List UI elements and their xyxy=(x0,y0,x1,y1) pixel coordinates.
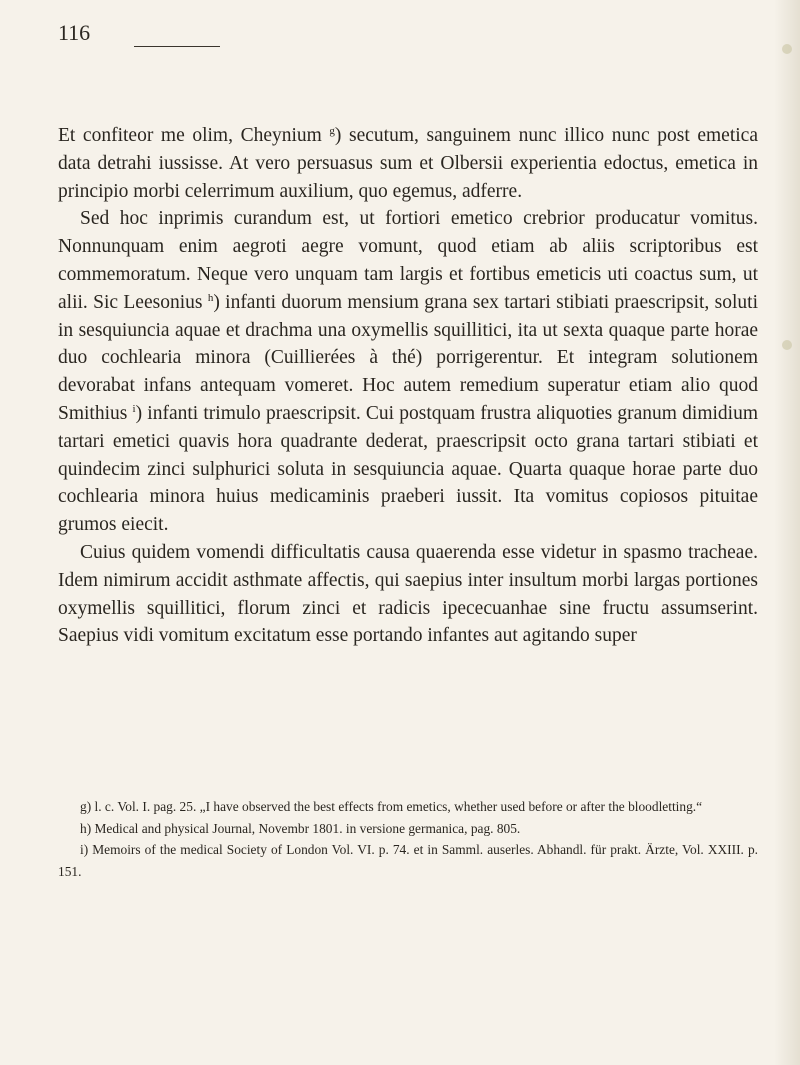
page-number: 116 xyxy=(58,20,91,45)
edge-stain-mark xyxy=(782,340,792,350)
body-text xyxy=(58,122,758,650)
paragraph-2-text-a: Sed hoc inprimis curandum est, ut fortiori emetico crebrior producatur vomitus. Nonnunquam enim aegroti aegre vomunt, quod etiam ab aliis scriptoribus est commemoratum. Neque vero unquam tam largis et fortibus emeticis uti coactus sum, ut alii. Sic Leesonius xyxy=(58,208,758,313)
paragraph-2 xyxy=(58,205,758,539)
footnote-g: g) l. c. Vol. I. pag. 25. „I have observed the best effects from emetics, whether used before or after the bloodletting.“ xyxy=(80,799,703,814)
header-rule xyxy=(134,46,220,47)
footnote-ref-i: i xyxy=(132,402,136,415)
paragraph-2-text-b: ) infanti duorum mensium grana sex tartari stibiati praescripsit, soluti in sesquiuncia aquae et drachma una oxymellis squillitici, ita ut sexta quaque parte horae duo cochlearia minora (Cuillierées à thé) porrigerentur. Et integram solutionem devorabat infans antequam vomeret. Hoc autem remedium superatur etiam alio quod Smithius xyxy=(58,291,758,424)
paragraph-1-text-b: ) secutum, sanguinem nunc illico nunc post emetica data detrahi iussisse. At vero persuasus sum et Olbersii experientia edoctus, emetica in principio morbi celerrimum auxilium, quo egemus, adferre. xyxy=(58,125,758,202)
footnote-ref-h: h xyxy=(207,291,214,304)
footnote-ref-g: g xyxy=(329,125,335,137)
page-edge-shade xyxy=(774,0,800,1065)
page-header xyxy=(58,20,758,60)
paragraph-1 xyxy=(58,122,758,205)
footnote-i: i) Memoirs of the medical Society of London Vol. VI. p. 74. et in Samml. auserles. Abhandl. für prakt. Ärzte, Vol. XXIII. p. 151. xyxy=(58,842,758,879)
paragraph-2-text-c: ) infanti trimulo praescripsit. Cui postquam frustra aliquoties granum dimidium tartari emetici quavis hora quadrante dederat, praescripsit octo grana tartari stibiati et quindecim zinci sulphurici soluta in sesquiuncia aquae. Quarta quaque horae parte duo cochlearia minora huius medicaminis praeberi iussit. Ita vomitus copiosos pituitae grumos eiecit. xyxy=(58,402,758,536)
edge-stain-mark xyxy=(782,44,792,54)
paragraph-3-text: Cuius quidem vomendi difficultatis causa quaerenda esse videtur in spasmo tracheae. Idem nimirum accidit asthmate affectis, qui saepius inter insultum morbi largas portiones oxymellis squillitici, florum zinci et radicis ipececuanhae sine fructu assumserint. Saepius vidi vomitum excitatum esse portando infantes aut agitando super xyxy=(58,541,758,647)
paragraph-1-text-a: Et confiteor me olim, Cheynium xyxy=(58,125,330,146)
footnotes xyxy=(58,796,758,882)
footnote-h: h) Medical and physical Journal, Novembr 1801. in versione germanica, pag. 805. xyxy=(80,820,521,836)
paragraph-3 xyxy=(58,539,758,650)
